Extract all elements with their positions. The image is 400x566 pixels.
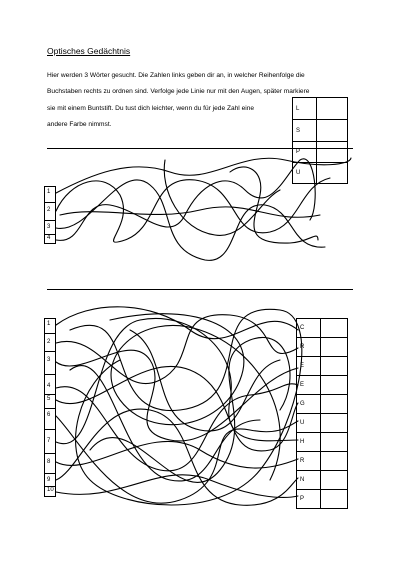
cell-divider xyxy=(45,453,55,454)
puzzle2-number: 9 xyxy=(47,477,51,483)
instruction-line: Buchstaben rechts zu ordnen sind. Verfolge jede Linie nur mit den Augen, später markiere xyxy=(47,88,310,96)
puzzle2-number: 1 xyxy=(47,321,51,327)
puzzle1-letter: U xyxy=(293,163,317,184)
puzzle2-letter: P xyxy=(297,490,321,509)
answer-cell[interactable] xyxy=(321,338,348,357)
puzzle2-letter: N xyxy=(297,471,321,490)
answer-cell[interactable] xyxy=(321,490,348,509)
answer-cell[interactable] xyxy=(321,414,348,433)
puzzle1-number: 2 xyxy=(47,207,51,213)
answer-cell[interactable] xyxy=(321,376,348,395)
instruction-line: Hier werden 3 Wörter gesucht. Die Zahlen links geben dir an, in welcher Reihenfolge die xyxy=(47,72,305,79)
cell-divider xyxy=(45,394,55,395)
puzzle2-letter: R xyxy=(297,452,321,471)
cell-divider xyxy=(45,351,55,352)
puzzle2-number: 2 xyxy=(47,339,51,345)
puzzle2-number: 8 xyxy=(47,459,51,465)
answer-cell[interactable] xyxy=(321,395,348,414)
cell-divider xyxy=(45,333,55,334)
answer-cell[interactable] xyxy=(321,452,348,471)
puzzle1-number: 4 xyxy=(47,235,51,241)
puzzle2-letter-table xyxy=(296,318,348,509)
puzzle1-letter: P xyxy=(293,142,317,163)
puzzle2-number: 7 xyxy=(47,438,51,444)
instruction-line: andere Farbe nimmst. xyxy=(47,120,112,128)
answer-cell[interactable] xyxy=(321,357,348,376)
puzzle2-letter: R xyxy=(297,338,321,357)
puzzle1-number: 1 xyxy=(47,189,51,195)
cell-divider xyxy=(45,374,55,375)
puzzle1-number: 3 xyxy=(47,224,51,230)
worksheet-title: Optisches Gedächtnis xyxy=(47,46,131,56)
puzzle2-letter: H xyxy=(297,433,321,452)
puzzle2-letter: U xyxy=(297,414,321,433)
puzzle2-number-column xyxy=(44,318,56,497)
puzzle2-number: 3 xyxy=(47,357,51,363)
puzzle2-number: 5 xyxy=(47,396,51,402)
puzzle2-letter: E xyxy=(297,357,321,376)
instruction-line: sie mit einem Buntstift. Du tust dich leichter, wenn du für jede Zahl eine xyxy=(47,104,255,112)
answer-cell[interactable] xyxy=(321,471,348,490)
cell-divider xyxy=(45,408,55,409)
answer-cell[interactable] xyxy=(321,433,348,452)
puzzle2-letter: G xyxy=(297,395,321,414)
puzzle2-number: 4 xyxy=(47,383,51,389)
puzzle2-number: 10 xyxy=(47,487,54,493)
puzzle2-letter: C xyxy=(297,319,321,338)
puzzle1-letter: L xyxy=(293,98,317,120)
puzzle2-number: 6 xyxy=(47,412,51,418)
puzzle1-letter: S xyxy=(293,120,317,142)
cell-divider xyxy=(45,473,55,474)
answer-cell[interactable] xyxy=(321,319,348,338)
cell-divider xyxy=(45,429,55,430)
puzzle2-letter: E xyxy=(297,376,321,395)
